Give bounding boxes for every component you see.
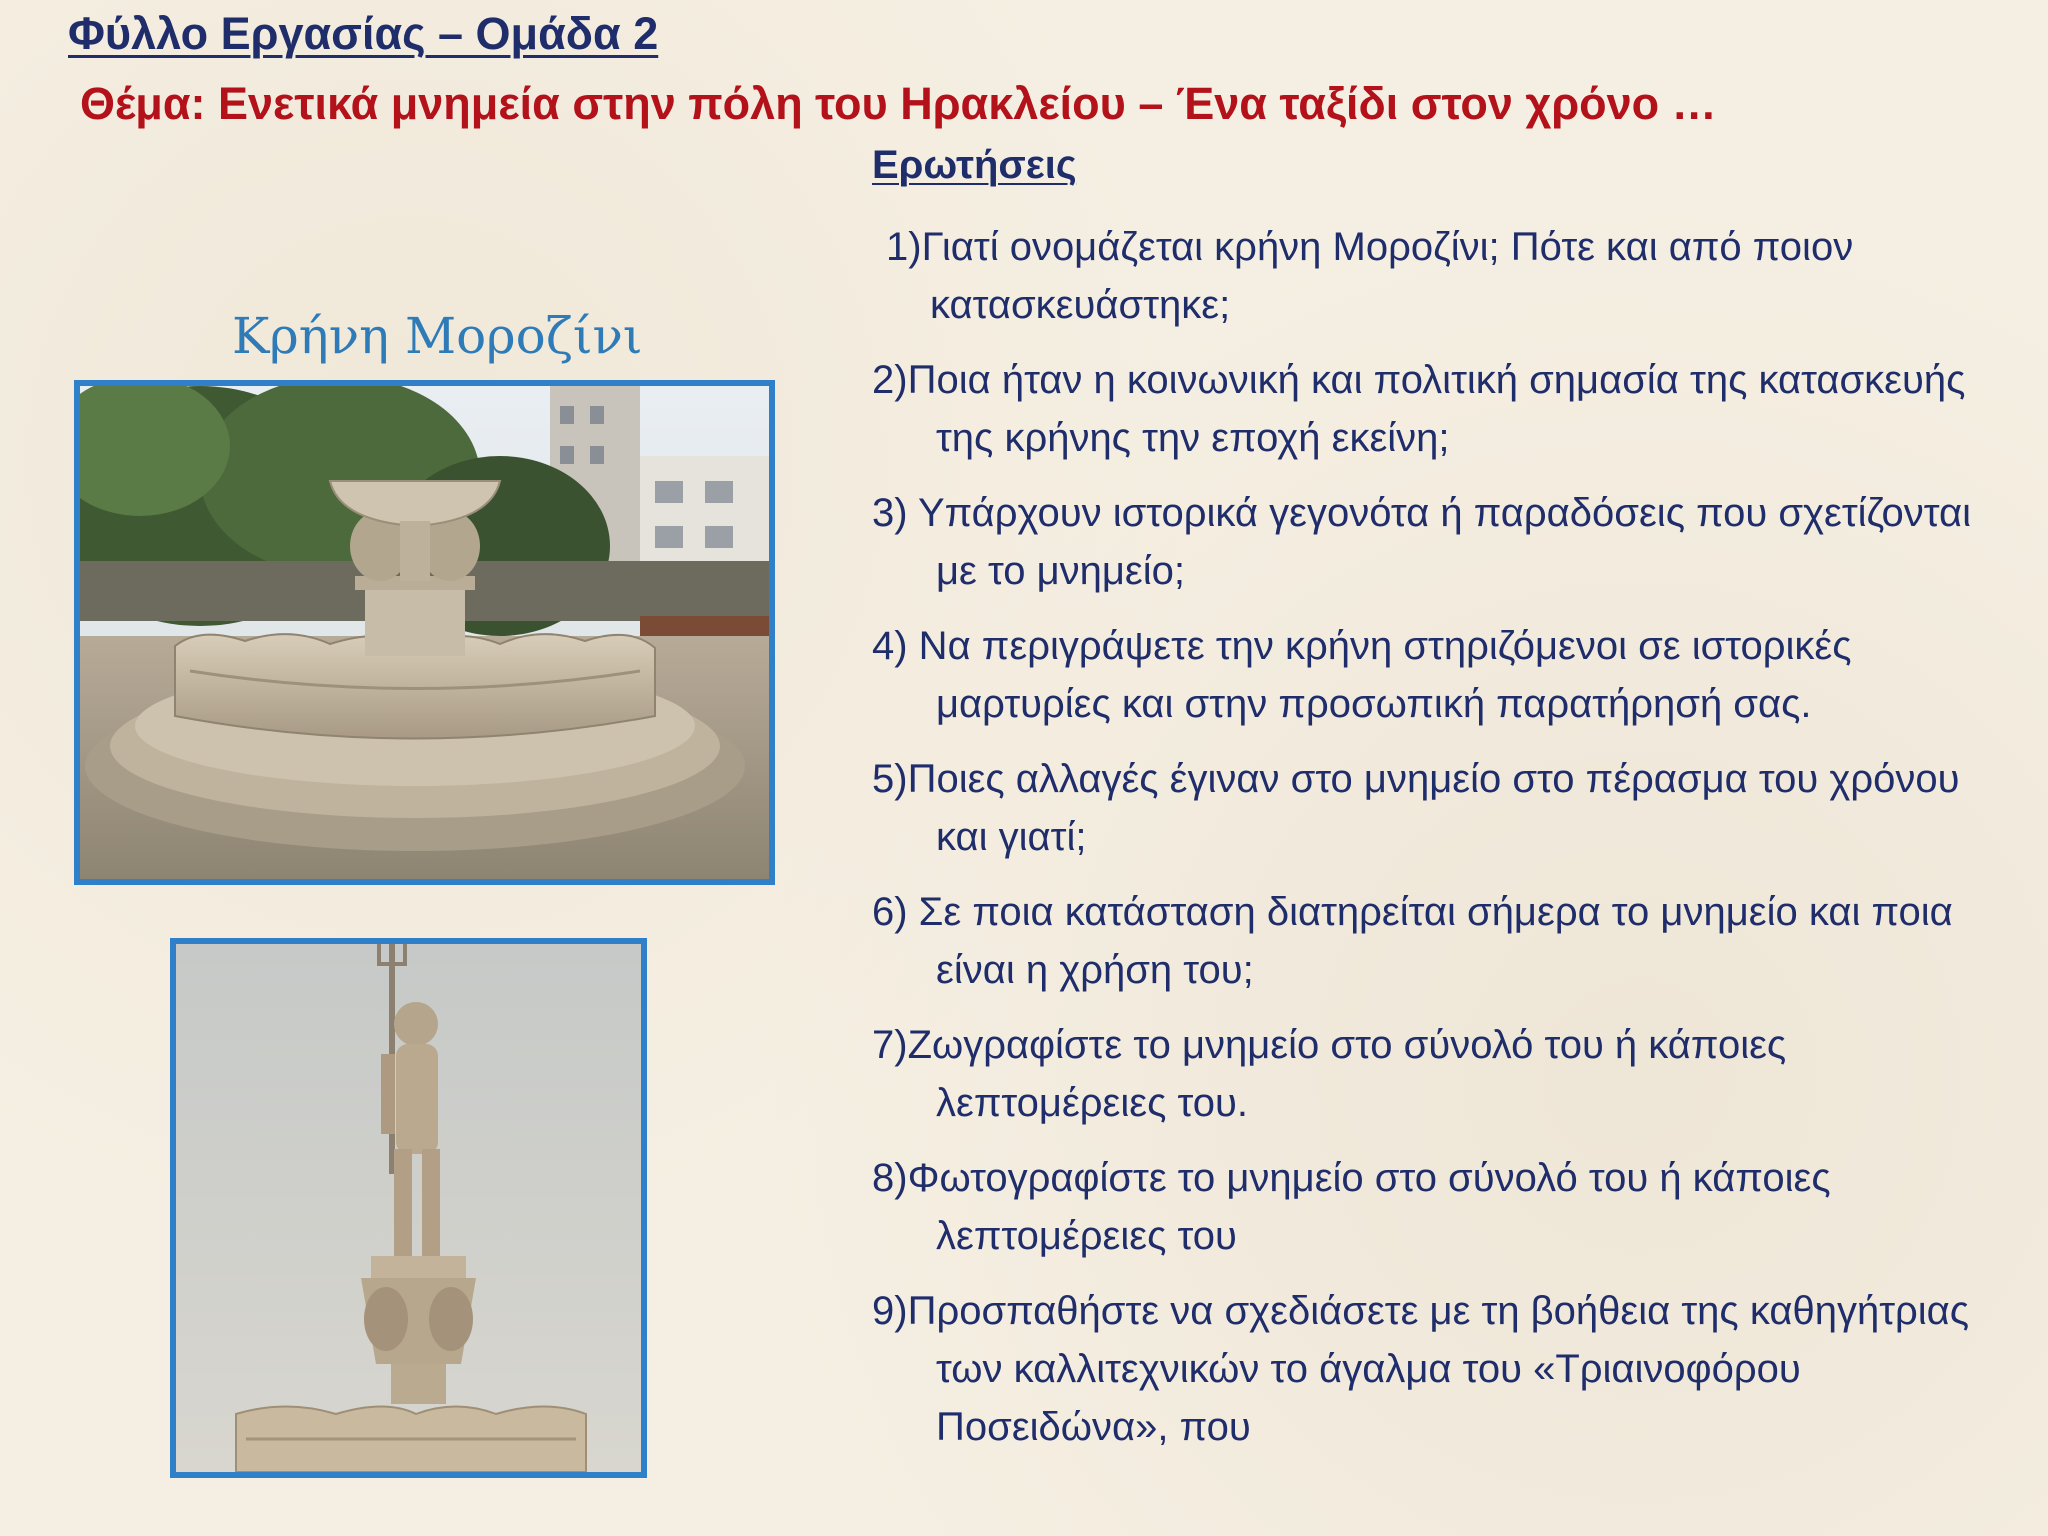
worksheet-subtitle: Θέμα: Ενετικά μνημεία στην πόλη του Ηρακλείου – Ένα ταξίδι στον χρόνο … xyxy=(80,78,1717,129)
question-item: 7)Ζωγραφίστε το μνημείο στο σύνολό του ή κάποιες λεπτομέρειες του. xyxy=(872,1023,1787,1125)
question-item: 4) Να περιγράψετε την κρήνη στηριζόμενοι σε ιστορικές μαρτυρίες και στην προσωπική παρατήρησή σας. xyxy=(872,624,1852,726)
question-text: 1)Γιατί ονομάζεται κρήνη Μοροζίνι; Πότε και από ποιον κατασκευάστηκε; xyxy=(886,225,1854,327)
statue-photo-illustration xyxy=(176,944,641,1472)
poseidon-statue-photo xyxy=(170,938,647,1478)
morosini-fountain-photo xyxy=(74,380,775,885)
question-item: 3) Υπάρχουν ιστορικά γεγονότα ή παραδόσεις που σχετίζονται με το μνημείο; xyxy=(872,491,1972,593)
fountain-caption: Κρήνη Μοροζίνι xyxy=(232,307,643,365)
worksheet-title: Φύλλο Εργασίας – Ομάδα 2 xyxy=(68,8,659,59)
fountain-photo-illustration xyxy=(80,386,769,879)
question-item: 6) Σε ποια κατάσταση διατηρείται σήμερα το μνημείο και ποια είναι η χρήση του; xyxy=(872,890,1953,992)
question-item: 5)Ποιες αλλαγές έγιναν στο μνημείο στο πέρασμα του χρόνου και γιατί; xyxy=(872,757,1960,859)
question-item: 2)Ποια ήταν η κοινωνική και πολιτική σημασία της κατασκευής της κρήνης την εποχή εκείνη; xyxy=(872,358,1966,460)
questions-list xyxy=(872,218,2022,1473)
question-item: 8)Φωτογραφίστε το μνημείο στο σύνολό του ή κάποιες λεπτομέρειες του xyxy=(872,1156,1831,1258)
question-item xyxy=(872,218,2022,334)
question-item: 9)Προσπαθήστε να σχεδιάσετε με τη βοήθεια της καθηγήτριας των καλλιτεχνικών το άγαλμα του «Τριαινοφόρου Ποσειδώνα», που xyxy=(872,1289,1970,1449)
questions-heading: Ερωτήσεις xyxy=(872,143,1077,187)
